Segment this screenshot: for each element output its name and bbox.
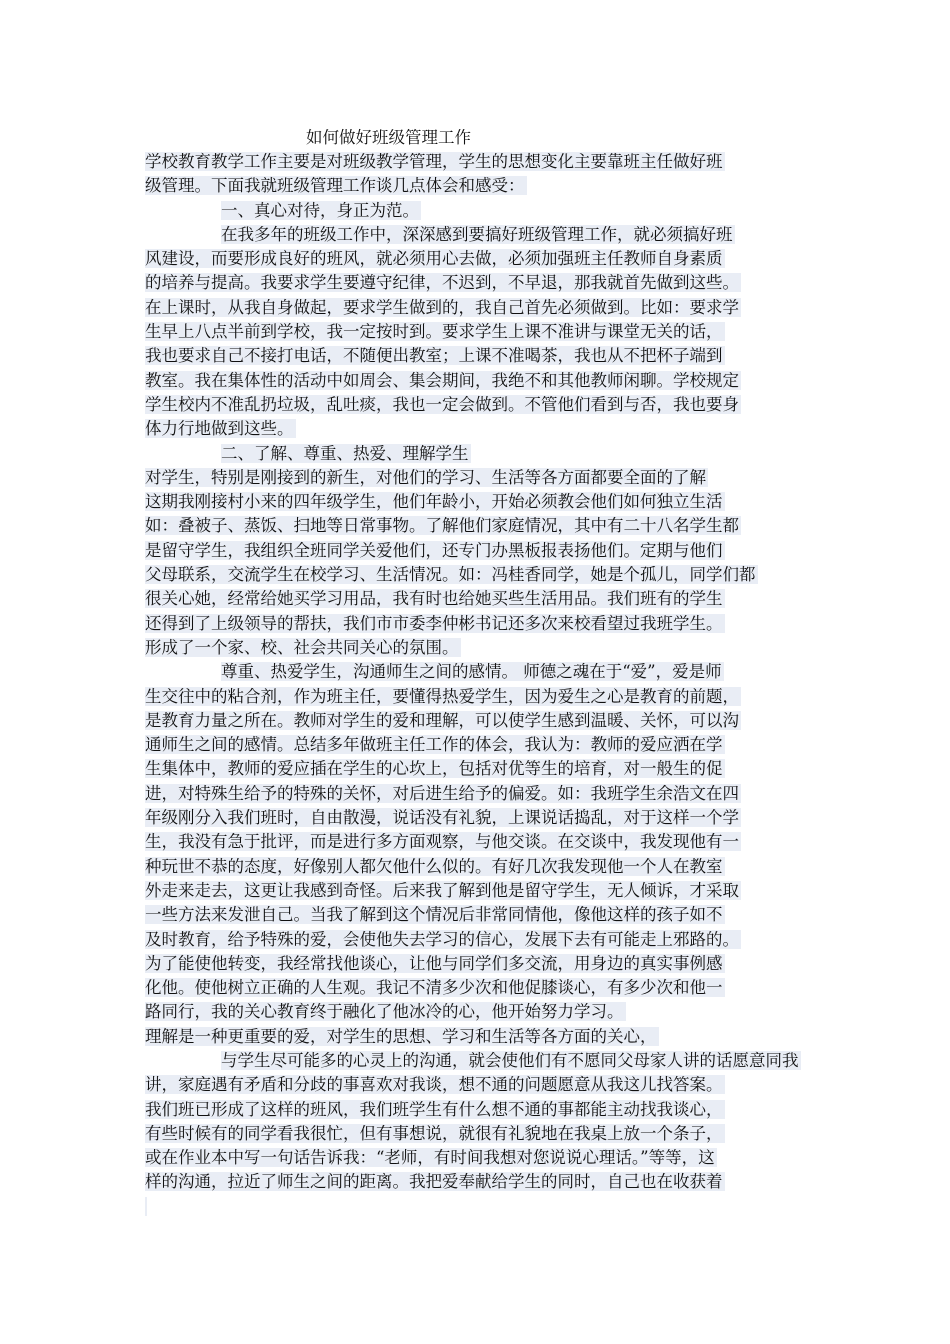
text-line: 通师生之间的感情。总结多年做班主任工作的体会，我认为：教师的爱应洒在学 xyxy=(145,735,723,755)
text-line: 种玩世不恭的态度，好像别人都欠他什么似的。有好几次我发现他一个人在教室 xyxy=(145,856,723,876)
text-line: 生集体中，教师的爱应插在学生的心坎上，包括对优等生的培育，对一般生的促 xyxy=(145,759,723,779)
text-line: 生交往中的粘合剂，作为班主任，要懂得热爱学生，因为爱生之心是教育的前题， xyxy=(145,686,739,706)
text-line: 是留守学生，我组织全班同学关爱他们，还专门办黑板报表扬他们。定期与他们 xyxy=(145,540,723,560)
text-line: 样的沟通，拉近了师生之间的距离。我把爱奉献给学生的同时，自己也在收获着 xyxy=(145,1172,723,1192)
text-line: 的培养与提高。我要求学生要遵守纪律，不迟到，不早退，那我就首先做到这些。 xyxy=(145,273,739,293)
text-line: 这期我刚接村小来的四年级学生，他们年龄小，开始必须教会他们如何独立生活 xyxy=(145,492,723,512)
text-line: 在我多年的班级工作中，深深感到要搞好班级管理工作，就必须搞好班 xyxy=(221,224,733,244)
text-line: 对学生，特别是刚接到的新生，对他们的学习、生活等各方面都要全面的了解 xyxy=(145,467,706,487)
text-line: 年级刚分入我们班时，自由散漫，说话没有礼貌，上课说话捣乱，对于这样一个学 xyxy=(145,808,739,828)
text-line: 我也要求自己不接打电话，不随便出教室；上课不准喝茶，我也从不把杯子端到 xyxy=(145,346,723,366)
text-line: 讲，家庭遇有矛盾和分歧的事喜欢对我谈，想不通的问题愿意从我这儿找答案。 xyxy=(145,1075,723,1095)
text-line: 有些时候有的同学看我很忙，但有事想说，就很有礼貌地在我桌上放一个条子， xyxy=(145,1123,723,1143)
text-line: 形成了一个家、校、社会共同关心的氛围。 xyxy=(145,637,459,657)
text-line: 很关心她，经常给她买学习用品，我有时也给她买些生活用品。我们班有的学生 xyxy=(145,589,723,609)
document-title: 如何做好班级管理工作 xyxy=(306,128,471,147)
text-line: 路同行，我的关心教育终于融化了他冰冷的心，他开始努力学习。 xyxy=(145,1002,624,1022)
text-line: 还得到了上级领导的帮扶，我们市市委李仲彬书记还多次来校看望过我班学生。 xyxy=(145,613,723,633)
text-line: 化他。使他树立正确的人生观。我记不清多少次和他促膝谈心，有多少次和他一 xyxy=(145,978,723,998)
text-line: 一些方法来发泄自己。当我了解到这个情况后非常同情他，像他这样的孩子如不 xyxy=(145,905,723,925)
text-line: 父母联系，交流学生在校学习、生活情况。如：冯桂香同学，她是个孤儿，同学们都 xyxy=(145,565,756,585)
text-line: 与学生尽可能多的心灵上的沟通，就会使他们有不愿同父母家人讲的话愿意同我 xyxy=(221,1050,799,1070)
text-line: 尊重、热爱学生，沟通师生之间的感情。 师德之魂在于“爱”，爱是师 xyxy=(221,662,722,682)
text-line: 外走来走去，这更让我感到奇怪。后来我了解到他是留守学生，无人倾诉，才采取 xyxy=(145,880,739,900)
text-line: 理解是一种更重要的爱，对学生的思想、学习和生活等各方面的关心， xyxy=(145,1026,657,1046)
text-line: 生，我没有急于批评，而是进行多方面观察，与他交谈。在交谈中，我发现他有一 xyxy=(145,832,739,852)
section-heading-1: 一、真心对待，身正为范。 xyxy=(221,200,419,220)
text-line: 如：叠被子、蒸饭、扫地等日常事物。了解他们家庭情况，其中有二十八名学生都 xyxy=(145,516,739,536)
text-line: 教室。我在集体性的活动中如周会、集会期间，我绝不和其他教师闲聊。学校规定 xyxy=(145,370,739,390)
text-line: 为了能使他转变，我经常找他谈心，让他与同学们多交流，用身边的真实事例感 xyxy=(145,953,723,973)
text-line: 及时教育，给予特殊的爱，会使他失去学习的信心，发展下去有可能走上邪路的。 xyxy=(145,929,739,949)
text-line: 体力行地做到这些。 xyxy=(145,419,294,439)
text-line: 生早上八点半前到学校，我一定按时到。要求学生上课不准讲与课堂无关的话， xyxy=(145,322,723,342)
document-body xyxy=(145,150,809,1219)
text-line: 进，对特殊生给予的特殊的关怀，对后进生给予的偏爱。如：我班学生余浩文在四 xyxy=(145,783,739,803)
text-line: 风建设，而要形成良好的班风，就必须用心去做，必须加强班主任教师自身素质 xyxy=(145,249,723,269)
text-line: 级管理。下面我就班级管理工作谈几点体会和感受： xyxy=(145,176,525,196)
text-line: 学生校内不准乱扔垃圾，乱吐痰，我也一定会做到。不管他们看到与否，我也要身 xyxy=(145,394,739,414)
text-line xyxy=(145,1195,809,1219)
text-line: 或在作业本中写一句话告诉我：“老师，有时间我想对您说说心理话。”等等，这 xyxy=(145,1148,715,1168)
section-heading-2: 二、了解、尊重、热爱、理解学生 xyxy=(221,443,469,463)
text-line: 是教育力量之所在。教师对学生的爱和理解，可以使学生感到温暖、关怀，可以沟 xyxy=(145,710,739,730)
text-line: 学校教育教学工作主要是对班级教学管理，学生的思想变化主要靠班主任做好班 xyxy=(145,152,723,171)
text-line: 在上课时，从我自身做起，要求学生做到的，我自己首先必须做到。比如：要求学 xyxy=(145,297,739,317)
text-line: 我们班已形成了这样的班风，我们班学生有什么想不通的事都能主动找我谈心， xyxy=(145,1099,723,1119)
